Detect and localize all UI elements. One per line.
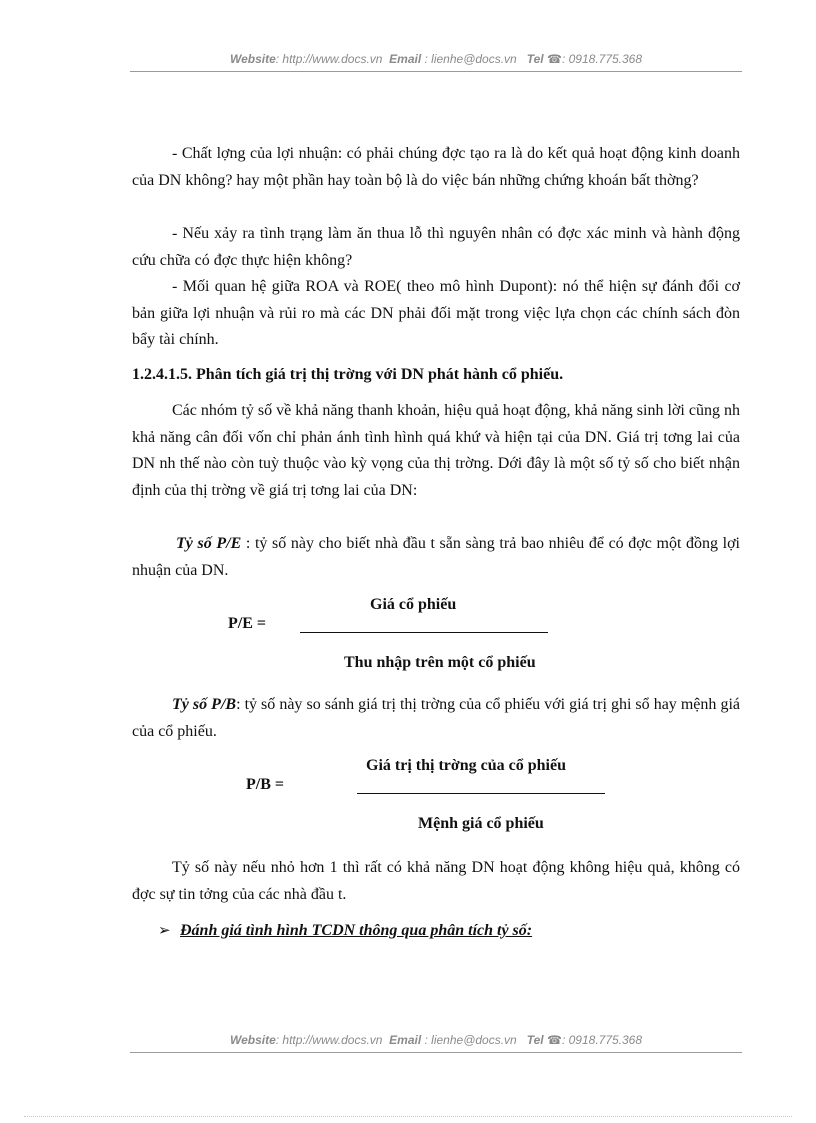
pb-description: : tỷ số này so sánh giá trị thị trờng của cổ phiếu với giá trị ghi sổ hay mệnh giá của cổ phiếu.: [132, 696, 740, 740]
email-address[interactable]: : lienhe@docs.vn: [424, 52, 517, 66]
website-url[interactable]: : http://www.docs.vn: [275, 52, 383, 66]
section-bullet-title: Đánh giá tình hình TCDN thông qua phân tích tỷ số:: [180, 922, 533, 939]
footer-tel-label: Tel: [526, 1033, 544, 1047]
page-bottom-border: [24, 1116, 792, 1117]
pb-fraction-bar: [357, 793, 605, 794]
pe-lhs: P/E =: [228, 615, 267, 632]
footer-divider: [130, 1052, 742, 1053]
page-footer: [130, 1033, 742, 1047]
footer-phone-icon: ☎: [547, 1033, 562, 1047]
phone-icon: ☎: [547, 52, 562, 66]
pe-fraction-bar: [300, 632, 548, 633]
paragraph-pe-definition: [132, 531, 740, 584]
pb-numerator: Giá trị thị trờng của cổ phiếu: [366, 757, 566, 774]
pe-denominator: Thu nhập trên một cổ phiếu: [344, 654, 536, 671]
footer-email-label: Email: [389, 1033, 422, 1047]
pe-term: Tỷ số P/E: [176, 535, 242, 552]
pb-denominator: Mệnh giá cổ phiếu: [418, 815, 544, 832]
footer-email-address[interactable]: : lienhe@docs.vn: [424, 1033, 517, 1047]
page-header: [130, 52, 742, 66]
pe-numerator: Giá cổ phiếu: [370, 596, 457, 613]
footer-website-label: Website: [229, 1033, 276, 1047]
paragraph-pb-definition: [132, 692, 740, 745]
footer-tel-number: : 0918.775.368: [561, 1033, 643, 1047]
pb-term: Tỷ số P/B: [172, 696, 237, 713]
paragraph-pb-conclusion: Tỷ số này nếu nhỏ hơn 1 thì rất có khả năng DN hoạt động không hiệu quả, không có đợc sự tin tởng của các nhà đầu t.: [132, 859, 740, 903]
pb-lhs: P/B =: [246, 776, 285, 793]
email-label: Email: [389, 52, 422, 66]
pe-description: : tỷ số này cho biết nhà đầu t sẵn sàng trả bao nhiêu để có đợc một đồng lợi nhuận của DN.: [132, 535, 740, 579]
paragraph-ratio-groups: Các nhóm tỷ số về khả năng thanh khoản, hiệu quả hoạt động, khả năng sinh lời cũng nh khả năng cân đối vốn chỉ phản ánh tình hình quá khứ và hiện tại của DN. Giá trị tơng lai của DN nh thế nào còn tuỳ thuộc vào kỳ vọng của thị trờng. Dới đây là một số tỷ số cho biết nhận định của thị trờng về giá trị tơng lai của DN:: [132, 402, 740, 499]
paragraph-roa-roe: - Mối quan hệ giữa ROA và ROE( theo mô hình Dupont): nó thể hiện sự đánh đổi cơ bản giữa lợi nhuận và rủi ro mà các DN phải đối mặt trong việc lựa chọn các chính sách đòn bẩy tài chính.: [132, 278, 740, 348]
paragraph-loss-cause: - Nếu xảy ra tình trạng làm ăn thua lỗ thì nguyên nhân có đợc xác minh và hành động cứu chữa có đợc thực hiện không?: [132, 225, 740, 269]
website-label: Website: [229, 52, 276, 66]
section-heading: 1.2.4.1.5. Phân tích giá trị thị trờng với DN phát hành cổ phiếu.: [132, 366, 564, 383]
paragraph-profit-quality: - Chất lợng của lợi nhuận: có phải chúng đợc tạo ra là do kết quả hoạt động kinh doanh của DN không? hay một phần hay toàn bộ là do việc bán những chứng khoán bất thờng?: [132, 145, 740, 189]
arrow-bullet-icon: ➢: [158, 921, 171, 939]
header-divider: [130, 71, 742, 72]
tel-label: Tel: [526, 52, 544, 66]
tel-number: : 0918.775.368: [561, 52, 643, 66]
footer-website-url[interactable]: : http://www.docs.vn: [275, 1033, 383, 1047]
